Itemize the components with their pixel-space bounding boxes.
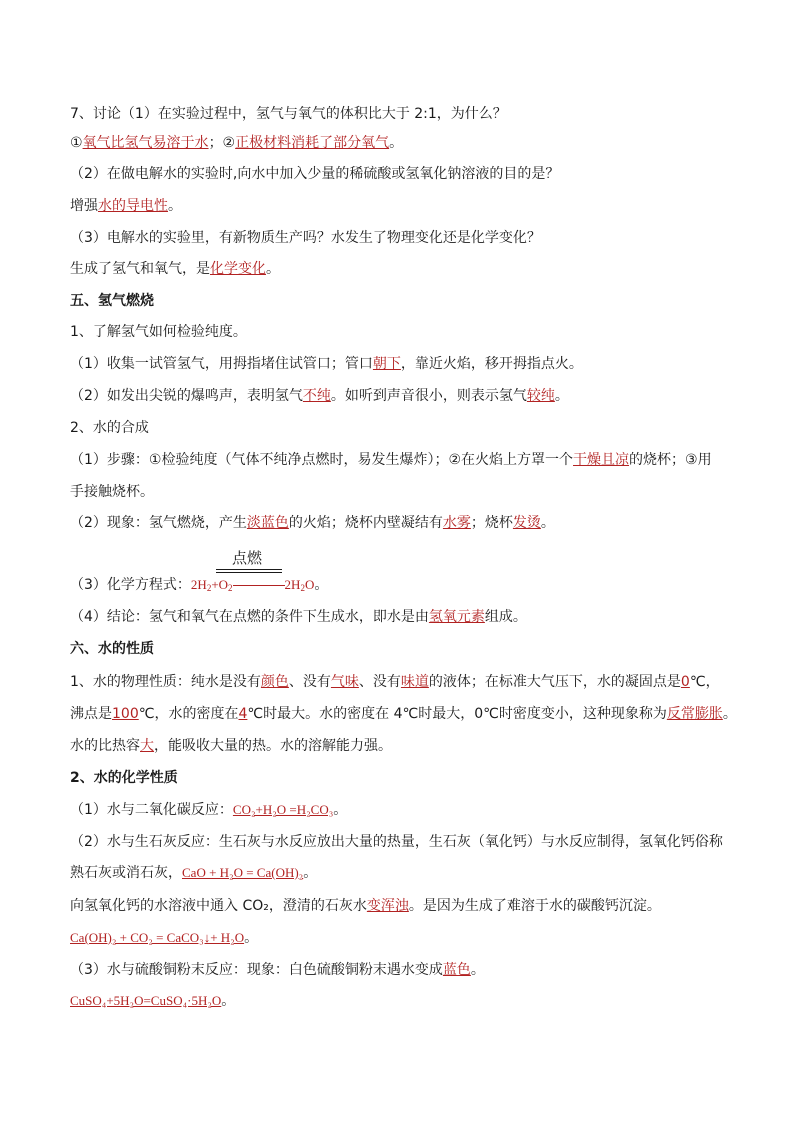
- sec6-chem1: （1）水与二氧化碳反应：CO₂+H₂O =H₂CO₃。: [70, 802, 348, 818]
- answer-text: 朝下: [372, 356, 401, 372]
- answer-text: 水雾: [442, 515, 471, 531]
- sec6-physical2: 沸点是100℃，水的密度在4℃时最大。水的密度在 4℃时最大，0℃时密度变小，这种现象称为反常膨胀。: [70, 706, 737, 722]
- answer-text: 颜色: [260, 674, 289, 690]
- answer-text: 干燥且凉: [573, 452, 630, 468]
- sec6-chem2: （2）水与生石灰反应：生石灰与水反应放出大量的热量，生石灰（氧化钙）与水反应制得，氢氧化钙俗称: [70, 834, 723, 850]
- answer-text: 氧气比氢气易溶于水: [82, 135, 209, 151]
- q7-answer1: ①氧气比氢气易溶于水；②正极材料消耗了部分氧气。: [70, 135, 404, 151]
- answer-text: 正极材料消耗了部分氧气: [235, 135, 390, 151]
- answer-text: 化学变化: [210, 261, 266, 277]
- sec6-physical1: 1、水的物理性质：纯水是没有颜色、没有气味、没有味道的液体；在标准大气压下，水的凝固点是0℃，: [70, 674, 720, 690]
- answer-text: 发烫: [512, 515, 541, 531]
- q7-question3: （3）电解水的实验里，有新物质生产吗？水发生了物理变化还是化学变化？: [70, 230, 541, 246]
- sec6-chemical-title: 2、水的化学性质: [70, 770, 178, 786]
- answer-text: 水的导电性: [98, 198, 168, 214]
- q7-question2: （2）在做电解水的实验时,向水中加入少量的稀硫酸或氢氧化钠溶液的目的是？: [70, 166, 560, 182]
- sec6-chem4-eq: CuSO₄+5H₂O=CuSO₄·5H₂O。: [70, 993, 236, 1009]
- equation-arrow: [233, 584, 285, 586]
- sec6-physical3: 水的比热容大，能吸收大量的热。水的溶解能力强。: [70, 738, 392, 754]
- sec6-chem2b: 熟石灰或消石灰，CaO + H₂O = Ca(OH)₂。: [70, 865, 318, 881]
- answer-text: 氢氧元素: [428, 609, 485, 625]
- q7-stem: 7、讨论（1）在实验过程中，氢气与氧气的体积比大于 2:1，为什么？: [70, 106, 507, 122]
- equation-right: $2H_2O$: [284, 577, 315, 593]
- answer-text: 较纯: [526, 388, 555, 404]
- sec5-item2d: （4）结论：氢气和氧气在点燃的条件下生成水，即水是由氢氧元素组成。: [70, 609, 527, 625]
- sec5-item2c: （3）化学方程式：$2H_2+O_2$ $2H_2O$。: [70, 577, 329, 593]
- equation-left: $2H_2+O_2$: [190, 577, 233, 593]
- sec5-item2a: （1）步骤：①检验纯度（气体不纯净点燃时，易发生爆炸）；②在火焰上方罩一个干燥且凉的烧杯；③用: [70, 452, 712, 468]
- sec6-chem4: （3）水与硫酸铜粉末反应：现象：白色硫酸铜粉末遇水变成蓝色。: [70, 962, 485, 978]
- sec6-chem3-eq: Ca(OH)₂ + CO₂ = CaCO₃↓+ H₂O。: [70, 930, 259, 946]
- equation: CaO + H₂O = Ca(OH)₂: [182, 865, 304, 880]
- reaction-condition: 点燃: [232, 549, 263, 567]
- condition-rule: [216, 572, 282, 573]
- q7-answer3: 生成了氢气和氧气，是化学变化。: [70, 261, 280, 277]
- answer-text: 蓝色: [442, 962, 471, 978]
- answer-text: 气味: [330, 674, 359, 690]
- answer-text: 淡蓝色: [246, 515, 289, 531]
- answer-text: 反常膨胀: [666, 706, 723, 722]
- answer-text: 4: [238, 706, 248, 722]
- q7-answer2: 增强水的导电性。: [70, 198, 182, 214]
- answer-text: 不纯: [302, 388, 331, 404]
- answer-text: 0: [680, 674, 690, 690]
- answer-text: 味道: [400, 674, 429, 690]
- sec5-item1a: （1）收集一试管氢气，用拇指堵住试管口；管口朝下，靠近火焰，移开拇指点火。: [70, 356, 583, 372]
- equation: CuSO₄+5H₂O=CuSO₄·5H₂O: [70, 993, 222, 1008]
- sec5-item1b: （2）如发出尖锐的爆鸣声，表明氢气不纯。如听到声音很小，则表示氢气较纯。: [70, 388, 569, 404]
- equation: CO₂+H₂O =H₂CO₃: [232, 802, 334, 817]
- sec5-item2a-cont: 手接触烧杯。: [70, 484, 154, 500]
- sec6-chem3: 向氢氧化钙的水溶液中通入 CO₂，澄清的石灰水变浑浊。是因为生成了难溶于水的碳酸钙沉淀。: [70, 898, 661, 914]
- condition-rule: [216, 569, 282, 570]
- section-title-hydrogen-combustion: 五、氢气燃烧: [70, 293, 154, 309]
- answer-text: 变浑浊: [366, 898, 409, 914]
- sec5-item2b: （2）现象：氢气燃烧，产生淡蓝色的火焰；烧杯内壁凝结有水雾；烧杯发烫。: [70, 515, 555, 531]
- answer-text: 大: [140, 738, 154, 754]
- sec5-item2: 2、水的合成: [70, 420, 149, 436]
- answer-text: 100: [112, 706, 139, 722]
- equation: Ca(OH)₂ + CO₂ = CaCO₃↓+ H₂O: [70, 930, 245, 945]
- sec5-item1: 1、了解氢气如何检验纯度。: [70, 324, 247, 340]
- section-title-water-properties: 六、水的性质: [70, 641, 154, 657]
